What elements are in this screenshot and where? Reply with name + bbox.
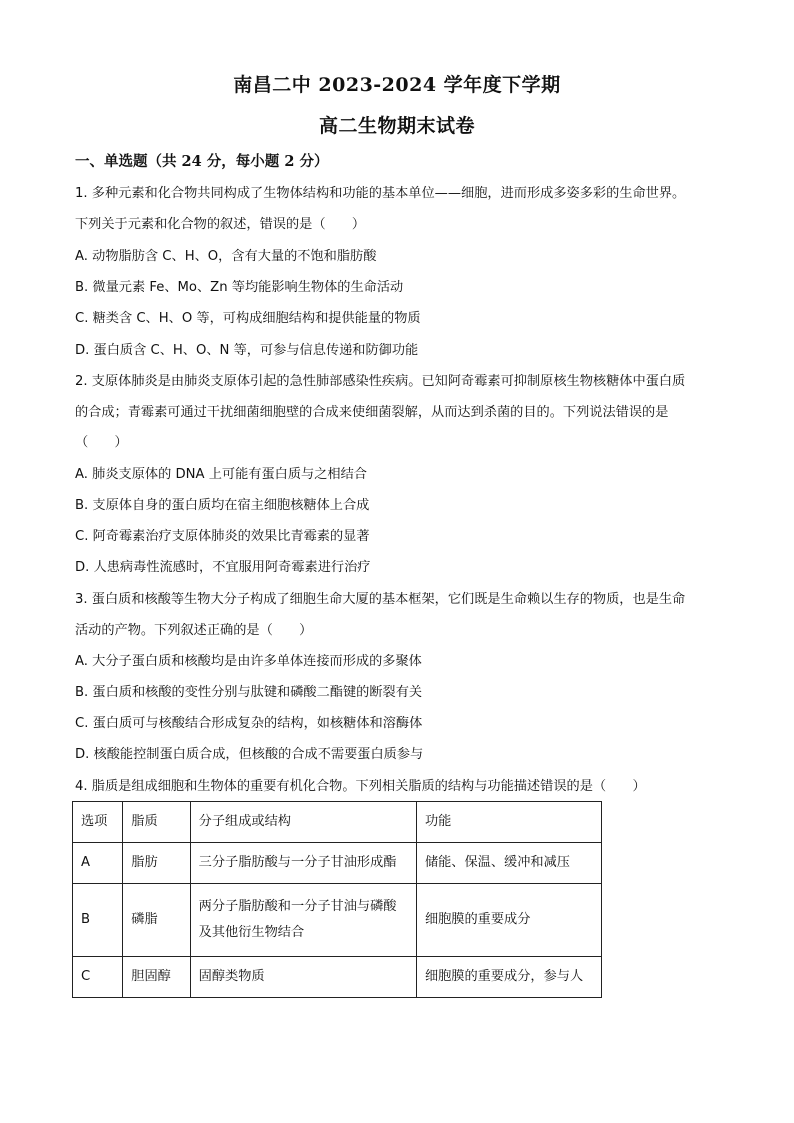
q2-stem-line2: 的合成；青霉素可通过干扰细菌细胞壁的合成来使细菌裂解，从而达到杀菌的目的。下列说法错误的是 [75, 405, 669, 420]
q1-stem-line1: 1. 多种元素和化合物共同构成了生物体结构和功能的基本单位——细胞，进而形成多姿多彩的生命世界。 [75, 186, 686, 201]
table-row [73, 957, 602, 998]
q2-option-b: B. 支原体自身的蛋白质均在宿主细胞核糖体上合成 [75, 498, 370, 513]
q1-option-c: C. 糖类含 C、H、O 等，可构成细胞结构和提供能量的物质 [75, 311, 421, 326]
table-cell: 固醇类物质 [190, 957, 416, 998]
table-cell: 储能、保温、缓冲和减压 [416, 843, 601, 884]
table-header-cell: 功能 [416, 802, 601, 843]
q3-option-c: C. 蛋白质可与核酸结合形成复杂的结构，如核糖体和溶酶体 [75, 716, 423, 731]
q1-option-a: A. 动物脂肪含 C、H、O，含有大量的不饱和脂肪酸 [75, 249, 377, 264]
table-header-row [73, 802, 602, 843]
table-header-cell: 选项 [73, 802, 123, 843]
q3-option-a: A. 大分子蛋白质和核酸均是由许多单体连接而形成的多聚体 [75, 654, 422, 669]
table-cell: 脂肪 [123, 843, 190, 884]
table-cell: B [73, 884, 123, 957]
table-header-cell: 脂质 [123, 802, 190, 843]
q4-stem-line1: 4. 脂质是组成细胞和生物体的重要有机化合物。下列相关脂质的结构与功能描述错误的是（ ） [75, 779, 646, 794]
table-cell: 两分子脂肪酸和一分子甘油与磷酸及其他衍生物结合 [190, 884, 416, 957]
table-cell: C [73, 957, 123, 998]
q3-option-b: B. 蛋白质和核酸的变性分别与肽键和磷酸二酯键的断裂有关 [75, 685, 423, 700]
q1-option-d: D. 蛋白质含 C、H、O、N 等，可参与信息传递和防御功能 [75, 343, 419, 358]
table-cell: 细胞膜的重要成分，参与人 [416, 957, 601, 998]
q1-option-b: B. 微量元素 Fe、Mo、Zn 等均能影响生物体的生命活动 [75, 280, 404, 295]
table-row [73, 884, 602, 957]
q2-option-a: A. 肺炎支原体的 DNA 上可能有蛋白质与之相结合 [75, 467, 367, 482]
section-heading: 一、单选题（共 24 分，每小题 2 分） [75, 153, 329, 170]
table-cell: 细胞膜的重要成分 [416, 884, 601, 957]
q3-stem-line2: 活动的产物。下列叙述正确的是（ ） [75, 623, 313, 638]
table-cell: 胆固醇 [123, 957, 190, 998]
q3-option-d: D. 核酸能控制蛋白质合成，但核酸的合成不需要蛋白质参与 [75, 747, 424, 762]
q2-option-d: D. 人患病毒性流感时，不宜服用阿奇霉素进行治疗 [75, 560, 371, 575]
table-row [73, 843, 602, 884]
exam-title-line2: 高二生物期末试卷 [318, 115, 475, 137]
q3-stem-line1: 3. 蛋白质和核酸等生物大分子构成了细胞生命大厦的基本框架，它们既是生命赖以生存的物质，也是生命 [75, 592, 686, 607]
table-cell: A [73, 843, 123, 884]
lipid-table [72, 801, 602, 998]
q2-option-c: C. 阿奇霉素治疗支原体肺炎的效果比青霉素的显著 [75, 529, 370, 544]
table-cell: 三分子脂肪酸与一分子甘油形成酯 [190, 843, 416, 884]
table-cell: 磷脂 [123, 884, 190, 957]
q2-stem-line1: 2. 支原体肺炎是由肺炎支原体引起的急性肺部感染性疾病。已知阿奇霉素可抑制原核生物核糖体中蛋白质 [75, 374, 686, 389]
q2-stem-line3: （ ） [75, 435, 128, 450]
exam-title-line1: 南昌二中 2023-2024 学年度下学期 [233, 74, 561, 96]
q1-stem-line2: 下列关于元素和化合物的叙述，错误的是（ ） [75, 217, 366, 232]
table-header-cell: 分子组成或结构 [190, 802, 416, 843]
